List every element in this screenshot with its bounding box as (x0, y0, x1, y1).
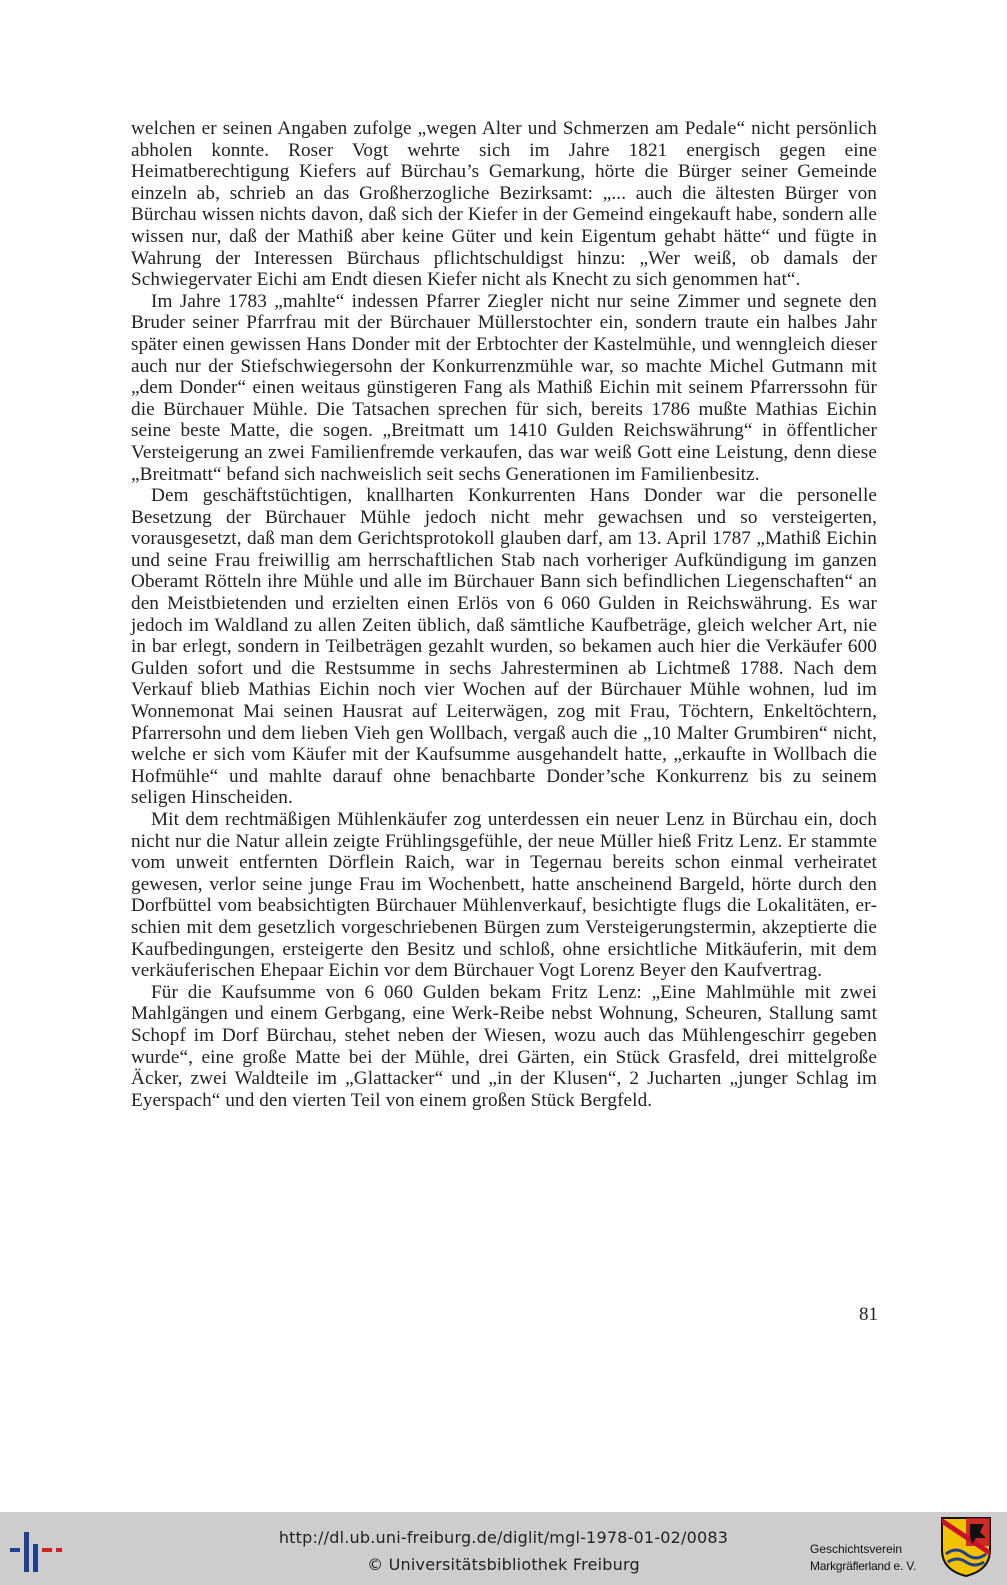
society-name-line1: Geschichtsverein (810, 1542, 903, 1556)
paragraph: Für die Kaufsumme von 6 060 Gulden bekam Fritz Lenz: „Eine Mahlmühle mit zwei Mahlgängen und einem Gerbgang, eine Werk-Reibe nebst Wohnung, Scheuren, Stallung samt Schopf im Dorf Bürchau, stehet neben der Wiesen, wozu auch das Mühlengeschirr gegeben wurde“, eine große Matte bei der Mühle, drei Gärten, ein Stück Grasfeld, drei mittelgroße Äcker, zwei Waldteile im „Glattacker“ und „in der Klusen“, 2 Jucharten „junger Schlag im Eyerspach“ und den vierten Teil von einem großen Stück Bergfeld. (131, 981, 877, 1111)
society-name (810, 1541, 930, 1575)
paragraph: Im Jahre 1783 „mahlte“ indessen Pfarrer Ziegler nicht nur seine Zimmer und segnete den Bruder seiner Pfarrfrau mit der Bürchauer Müllerstochter ein, sondern traute ein halbes Jahr später einen gewissen Hans Donder mit der Erbtochter der Kastelmühle, und wenngleich dieser auch nur der Stiefschwiegersohn der Konkurrenzmühle war, so machte Michel Gutmann mit „dem Donder“ einen weitaus günstigeren Fang als Mathiß Eichin mit seinem Pfarrerssohn für die Bürchauer Mühle. Die Tatsachen sprechen für sich, bereits 1786 mußte Mathias Eichin seine beste Matte, die sogen. „Breitmatt um 1410 Gulden Reichswährung“ in öffentlicher Versteigerung an zwei Familienfremde verkaufen, das war weiß Gott eine Leistung, denn diese „Breitmatt“ befand sich nachweislich seit sechs Generationen im Familienbesitz. (131, 290, 877, 485)
page-number: 81 (859, 1304, 878, 1325)
footer-bar (0, 1512, 1007, 1585)
body-text (131, 118, 877, 1111)
paragraph: Mit dem rechtmäßigen Mühlenkäufer zog unterdessen ein neuer Lenz in Bürchau ein, doch nicht nur die Natur allein zeigte Frühlingsgefühle, der neue Müller hieß Fritz Lenz. Er stammte vom unweit entfernten Dörflein Raich, war in Tegernau bereits schon einmal verheiratet gewesen, verlor seine junge Frau im Wochenbett, hatte anscheinend Bargeld, hörte durch den Dorfbüttel vom beabsichtigten Bürchauer Mühlenverkauf, besichtigte flugs die Lokalitäten, erschien mit dem gesetzlich vorgeschriebenen Bürgen zum Versteigerungstermin, akzeptierte die Kaufbedingungen, ersteigerte den Besitz und schloß, ohne ersichtliche Mitkäuferin, mit dem verkäuferischen Ehepaar Eichin vor dem Bürchauer Vogt Lorenz Beyer den Kaufvertrag. (131, 809, 877, 982)
society-name-line2: Markgräflerland e. V. (810, 1559, 917, 1573)
paragraph: welchen er seinen Angaben zufolge „wegen Alter und Schmerzen am Pedale“ nicht persönlich abholen konnte. Roser Vogt wehrte sich im Jahre 1821 energisch gegen eine Heimatberechtigung Kiefers auf Bürchau’s Gemarkung, hörte die Bürger seiner Gemeinde einzeln ab, schrieb an das Großherzogliche Bezirksamt: „... auch die ältesten Bürger von Bürchau wissen nichts davon, daß sich der Kiefer in der Gemeind eingekauft habe, sondern alle wissen nur, daß der Mathiß aber keine Güter und kein Eigentum gehabt hätte“ und fügte in Wahrung der Interessen Bürchaus pflichtschuldigst hinzu: „Wer weiß, ob damals der Schwiegervater Eichi am Endt diesen Kiefer nicht als Knecht zu sich genommen hat“. (131, 118, 877, 291)
footer-url-link[interactable]: http://dl.ub.uni-freiburg.de/diglit/mgl-1978-01-02/0083 (278, 1528, 729, 1547)
paragraph: Dem geschäftstüchtigen, knallharten Konkurrenten Hans Donder war die personelle Besetzung der Bürchauer Mühle jedoch nicht mehr gewachsen und so versteigerten, vorausgesetzt, daß man dem Gerichtsprotokoll glauben darf, am 13. April 1787 „Mathiß Eichin und seine Frau freiwillig am herrschaftlichen Stab nach vorheriger Aufkündigung im ganzen Oberamt Rötteln ihre Mühle und alle im Bürchauer Bann sich befindlichen Liegenschaften“ an den Meistbietenden und erzielten einen Erlös von 6 060 Gulden in Reichswährung. Es war jedoch im Waldland zu allen Zeiten üblich, daß sämtliche Kaufbeträge, gleich welcher Art, nie in bar erlegt, sondern in Teilbeträgen gezahlt wurden, so bekamen auch hier die Verkäufer 600 Gulden sofort und die Restsumme in sechs Jahresterminen ab Lichtmeß 1788. Nach dem Verkauf blieb Mathias Eichin noch vier Wochen auf der Bürchauer Mühle wohnen, lud im Wonnemonat Mai seinen Hausrat auf Leiterwägen, zog mit Frau, Töchtern, Enkeltöchtern, Pfarrersohn und dem lieben Vieh gen Wollbach, vergaß auch die „10 Malter Grumbiren“ nicht, welche er sich vom Käufer mit der Kaufsumme ausgehandelt hatte, „erkaufte in Wollbach die Hofmühle“ und mahlte darauf ohne benachbarte Donder’sche Konkurrenz bis zu seinem seligen Hinscheiden. (131, 485, 877, 809)
coat-of-arms-icon (940, 1516, 992, 1578)
footer-copyright: © Universitätsbibliothek Freiburg (367, 1555, 640, 1574)
